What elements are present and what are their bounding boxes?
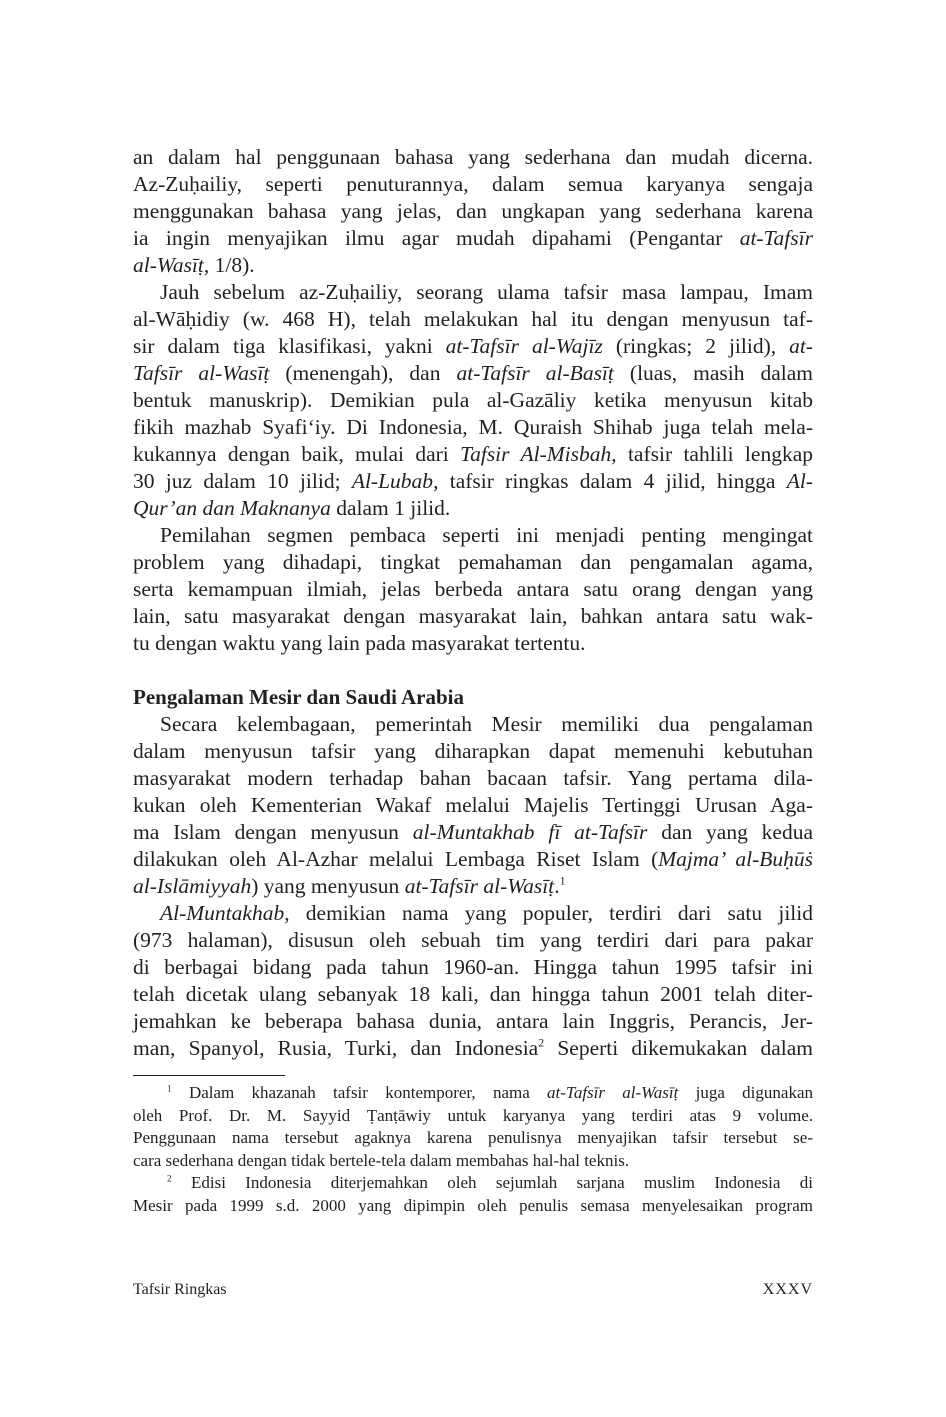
- text-line: [133, 981, 813, 1008]
- footnote-marker: 2: [538, 1035, 545, 1050]
- italic-text: al-Muntakhab fī at-Tafsīr: [412, 820, 648, 844]
- text-line: [133, 738, 813, 765]
- text-run: ma Islam dengan menyusun: [133, 820, 413, 844]
- text-line: [133, 1195, 813, 1218]
- text-run: masyarakat modern terhadap bahan bacaan tafsir. Yang pertama dila-: [133, 766, 813, 790]
- text-line: [133, 846, 813, 873]
- text-line: [133, 1008, 813, 1035]
- italic-text: Tafsīr al-Wasīṭ: [133, 361, 270, 385]
- text-run: (ringkas; 2 jilid),: [602, 334, 790, 358]
- text-run: kukannya dengan baik, mulai dari: [133, 442, 461, 466]
- text-run: al-Wāḥidiy (w. 468 H), telah melakukan hal itu dengan menyusun taf-: [133, 307, 813, 331]
- text-run: an dalam hal penggunaan bahasa yang sederhana dan mudah dicerna.: [133, 145, 813, 169]
- text-run: Secara kelembagaan, pemerintah Mesir memiliki dua pengalaman: [160, 712, 813, 736]
- italic-text: Al-Lubab: [351, 469, 434, 493]
- text-run: tu dengan waktu yang lain pada masyarakat tertentu.: [133, 631, 586, 655]
- footnote-marker: 2: [167, 1174, 172, 1185]
- text-run: Pemilahan segmen pembaca seperti ini menjadi penting mengingat: [160, 523, 813, 547]
- italic-text: at-Tafsīr al-Wasīṭ: [547, 1083, 679, 1102]
- text-line: [133, 441, 813, 468]
- text-line: [133, 1082, 813, 1105]
- text-line: [133, 1172, 813, 1195]
- text-run: dilakukan oleh Al-Azhar melalui Lembaga Riset Islam (: [133, 847, 659, 871]
- text-run: man, Spanyol, Rusia, Turki, dan Indonesia: [133, 1036, 539, 1060]
- text-line: [133, 819, 813, 846]
- footnotes: [133, 1082, 813, 1218]
- section-heading: Pengalaman Mesir dan Saudi Arabia: [133, 685, 464, 709]
- text-run: Az-Zuḥailiy, seperti penuturannya, dalam semua karyanya sengaja: [133, 172, 813, 196]
- text-line: [133, 333, 813, 360]
- italic-text: al-Wasīṭ: [133, 253, 204, 277]
- text-line: [133, 252, 813, 279]
- text-run: sir dalam tiga klasifikasi, yakni: [133, 334, 446, 358]
- text-run: 30 juz dalam 10 jilid;: [133, 469, 352, 493]
- text-run: serta kemampuan ilmiah, jelas berbeda antara satu orang dengan yang: [133, 577, 813, 601]
- text-run: lain, satu masyarakat dengan masyarakat lain, bahkan antara satu wak-: [133, 604, 813, 628]
- text-run: dan yang kedua: [647, 820, 813, 844]
- text-run: , tafsir tahlili lengkap: [611, 442, 813, 466]
- text-line: [133, 1035, 813, 1062]
- text-line: [133, 279, 813, 306]
- text-line: [133, 468, 813, 495]
- text-line: [133, 414, 813, 441]
- text-line: [133, 387, 813, 414]
- italic-text: at-: [789, 334, 813, 358]
- page-number: XXXV: [762, 1281, 813, 1298]
- running-title: Tafsir Ringkas: [133, 1281, 227, 1298]
- text-line: [133, 603, 813, 630]
- text-line: [133, 1150, 813, 1173]
- text-run: cara sederhana dengan tidak bertele-tela dalam membahas hal-hal teknis.: [133, 1150, 630, 1170]
- italic-text: Majma’ al-Buḥūṡ: [658, 847, 813, 871]
- footnote-divider: [133, 1075, 285, 1076]
- main-text: [133, 144, 813, 1062]
- text-line: [133, 1127, 813, 1150]
- text-line: [133, 360, 813, 387]
- text-line: [133, 225, 813, 252]
- text-line: [133, 1105, 813, 1128]
- text-run: dalam menyusun tafsir yang diharapkan dapat memenuhi kebutuhan: [133, 739, 813, 763]
- italic-text: al-Islāmiyyah: [133, 874, 252, 898]
- italic-text: at-Tafsīr al-Wajīz: [445, 334, 603, 358]
- text-line: [133, 630, 813, 657]
- text-line: [133, 900, 813, 927]
- italic-text: at-Tafsīr al-Basīṭ: [456, 361, 614, 385]
- text-run: Edisi Indonesia diterjemahkan oleh sejumlah sarjana muslim Indonesia di: [171, 1173, 813, 1193]
- footnote-marker: 1: [167, 1084, 172, 1095]
- text-run: di berbagai bidang pada tahun 1960-an. Hingga tahun 1995 tafsir ini: [133, 955, 813, 979]
- italic-text: Qur’an dan Maknanya: [133, 496, 331, 520]
- italic-text: Al-Muntakhab: [160, 901, 285, 925]
- italic-text: Al-: [786, 469, 813, 493]
- text-line: [133, 927, 813, 954]
- text-run: kukan oleh Kementerian Wakaf melalui Majelis Tertinggi Urusan Aga-: [133, 793, 813, 817]
- text-line: [133, 171, 813, 198]
- text-run: menggunakan bahasa yang jelas, dan ungkapan yang sederhana karena: [133, 199, 813, 223]
- text-run: bentuk manuskrip). Demikian pula al-Gazāliy ketika menyusun kitab: [133, 388, 813, 412]
- text-run: ia ingin menyajikan ilmu agar mudah dipahami (Pengantar: [133, 226, 740, 250]
- text-line: [133, 549, 813, 576]
- text-run: , 1/8).: [203, 253, 255, 277]
- text-line: [133, 198, 813, 225]
- text-run: .: [554, 874, 560, 898]
- text-run: problem yang dihadapi, tingkat pemahaman dan pengamalan agama,: [133, 550, 813, 574]
- text-run: Mesir pada 1999 s.d. 2000 yang dipimpin oleh penulis semasa menyelesaikan program: [133, 1195, 813, 1215]
- text-run: , demikian nama yang populer, terdiri dari satu jilid: [284, 901, 813, 925]
- text-line: [133, 144, 813, 171]
- text-run: fikih mazhab Syafi‘iy. Di Indonesia, M. Quraish Shihab juga telah mela-: [133, 415, 813, 439]
- text-run: Seperti dikemukakan dalam: [544, 1036, 813, 1060]
- text-run: Jauh sebelum az-Zuḥailiy, seorang ulama tafsir masa lampau, Imam: [160, 280, 813, 304]
- text-line: [133, 711, 813, 738]
- text-line: [133, 576, 813, 603]
- text-run: ) yang menyusun: [251, 874, 405, 898]
- italic-text: at-Tafsīr: [739, 226, 813, 250]
- paragraphs-intro: [133, 144, 813, 657]
- text-run: jemahkan ke beberapa bahasa dunia, antara lain Inggris, Perancis, Jer-: [133, 1009, 813, 1033]
- text-run: oleh Prof. Dr. M. Sayyid Ṭanṭāwiy untuk karyanya yang terdiri atas 9 volume.: [133, 1105, 813, 1125]
- text-line: [133, 954, 813, 981]
- text-line: [133, 792, 813, 819]
- text-run: juga digunakan: [678, 1083, 813, 1102]
- text-run: dalam 1 jilid.: [330, 496, 451, 520]
- text-line: [133, 306, 813, 333]
- text-run: Dalam khazanah tafsir kontemporer, nama: [171, 1083, 548, 1102]
- text-line: [133, 873, 813, 900]
- text-run: (menengah), dan: [269, 361, 457, 385]
- page-footer: [133, 1281, 813, 1299]
- italic-text: Tafsir Al-Misbah: [460, 442, 612, 466]
- text-line: [133, 522, 813, 549]
- text-run: , tafsir ringkas dalam 4 jilid, hingga: [433, 469, 787, 493]
- paragraphs-section: [133, 711, 813, 1062]
- italic-text: at-Tafsīr al-Wasīṭ: [404, 874, 555, 898]
- text-run: telah dicetak ulang sebanyak 18 kali, dan hingga tahun 2001 telah diter-: [133, 982, 813, 1006]
- text-run: (973 halaman), disusun oleh sebuah tim yang terdiri dari para pakar: [133, 928, 813, 952]
- footnote-marker: 1: [559, 873, 566, 888]
- text-line: [133, 765, 813, 792]
- text-line: [133, 495, 813, 522]
- text-run: (luas, masih dalam: [613, 361, 813, 385]
- text-run: Penggunaan nama tersebut agaknya karena penulisnya menyajikan tafsir tersebut se-: [133, 1128, 813, 1148]
